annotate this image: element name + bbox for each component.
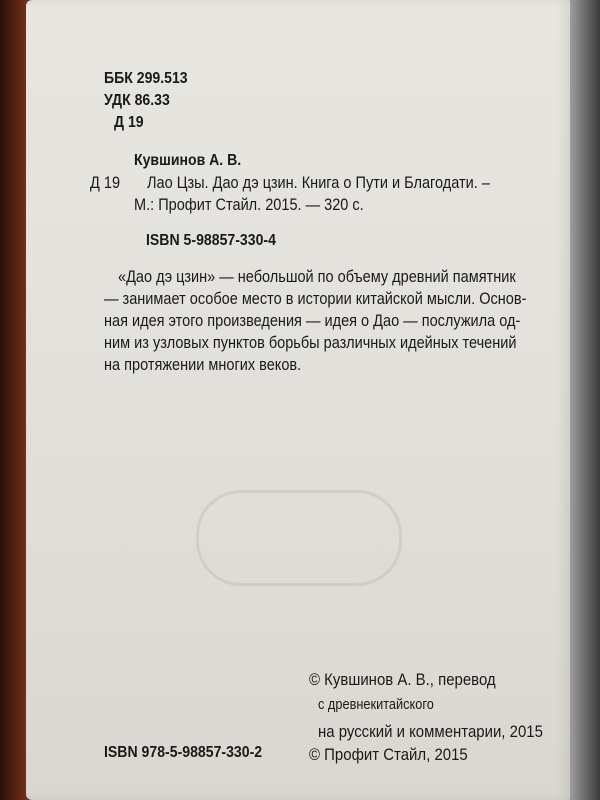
- bbk-code: ББК 299.513: [104, 70, 188, 87]
- author-sign: Д 19: [114, 114, 144, 131]
- annotation-line: ная идея этого произведения — идея о Дао — послужила од-: [104, 312, 521, 330]
- record-author-sign: Д 19: [90, 174, 121, 192]
- record-author: Кувшинов А. В.: [134, 152, 242, 169]
- show-through-ornament: [196, 490, 402, 586]
- copyright-line: на русский и комментарии, 2015: [318, 722, 543, 741]
- copyright-line: с древнекитайского: [318, 697, 434, 713]
- record-title-line: Лао Цзы. Дао дэ цзин. Книга о Пути и Благодати. –: [147, 174, 490, 192]
- annotation-line: — занимает особое место в истории китайской мысли. Основ-: [104, 290, 527, 308]
- udk-code: УДК 86.33: [104, 92, 170, 109]
- annotation-line: «Дао дэ цзин» — небольшой по объему древний памятник: [118, 268, 516, 286]
- annotation-line: на протяжении многих веков.: [104, 356, 302, 374]
- book-page: [26, 0, 570, 800]
- record-imprint-line: М.: Профит Стайл. 2015. — 320 с.: [134, 196, 364, 214]
- copyright-line: © Кувшинов А. В., перевод: [309, 670, 496, 689]
- annotation-line: ним из узловых пунктов борьбы различных идейных течений: [104, 334, 517, 352]
- footer-isbn: ISBN 978-5-98857-330-2: [104, 744, 263, 761]
- record-isbn: ISBN 5-98857-330-4: [146, 232, 276, 249]
- copyright-line: © Профит Стайл, 2015: [309, 745, 468, 764]
